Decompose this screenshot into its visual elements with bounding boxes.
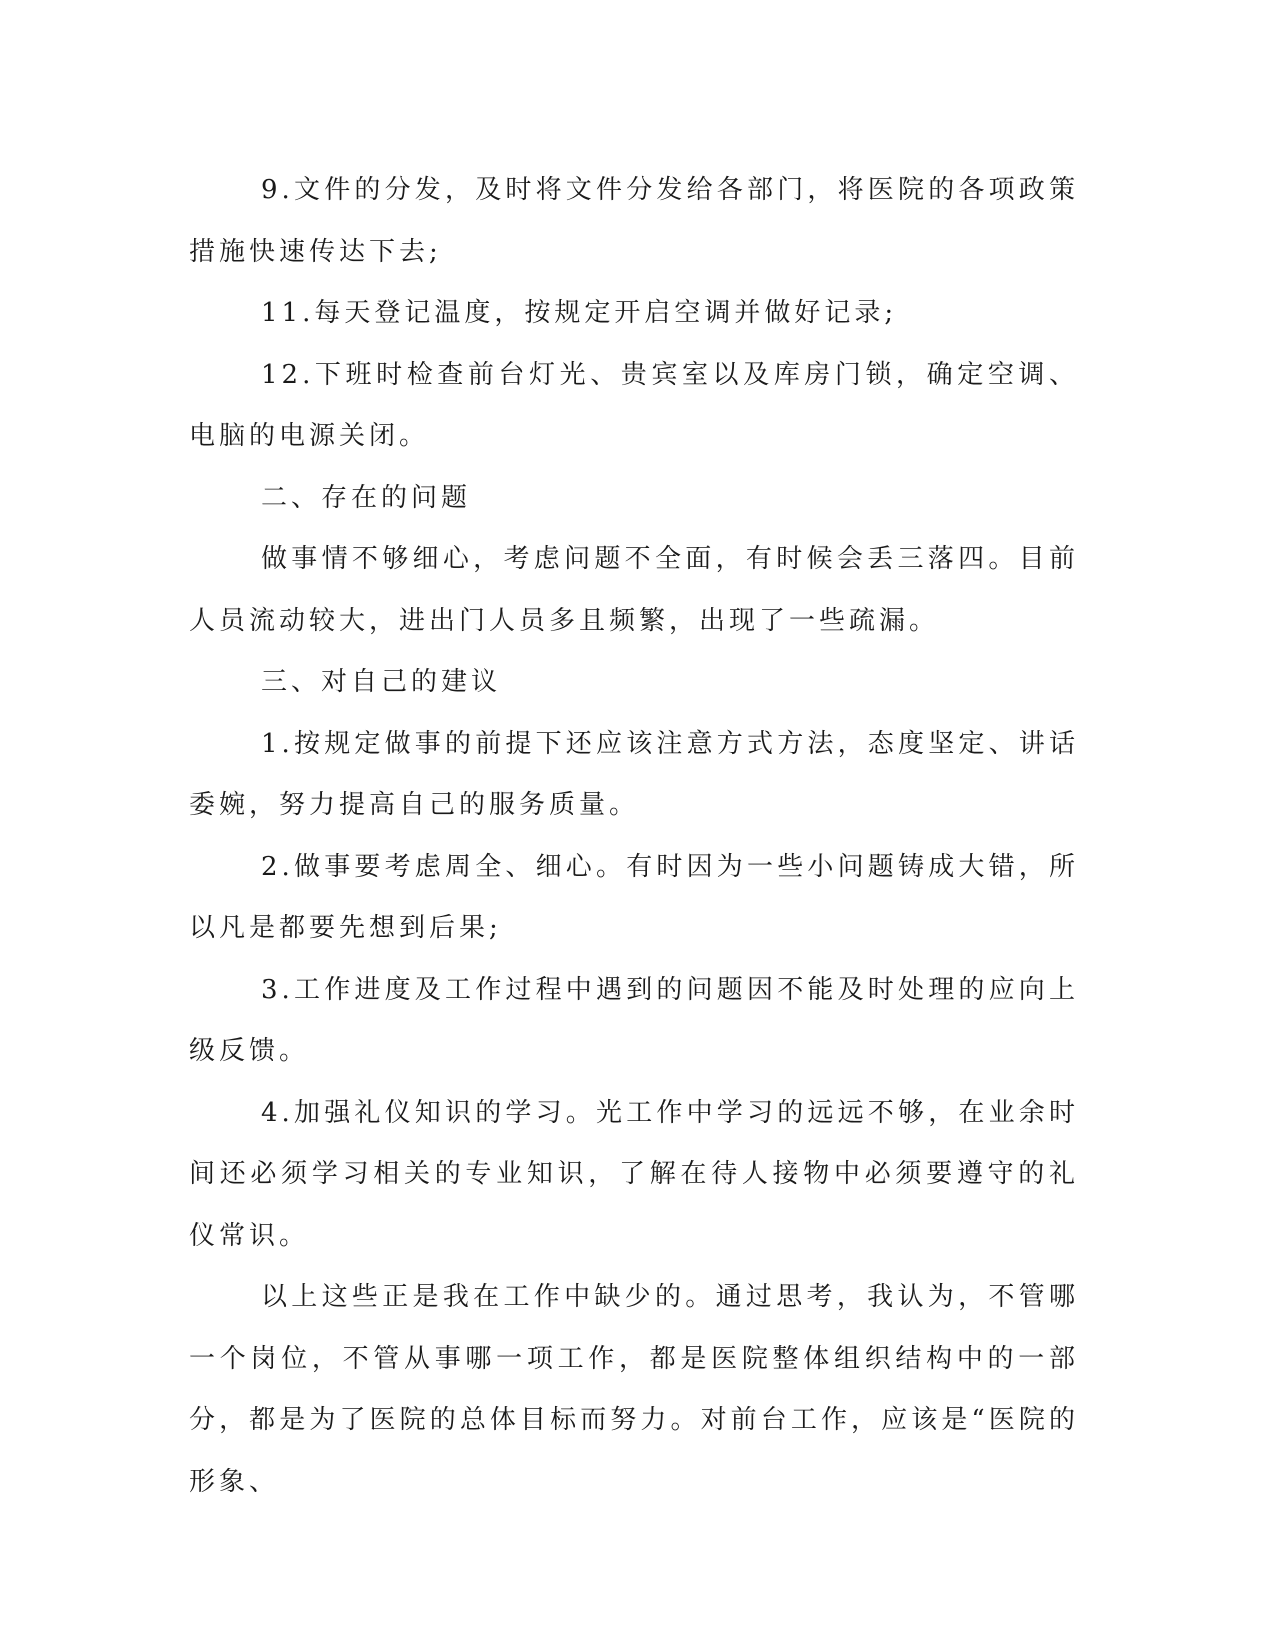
paragraph-suggestion-2: 2.做事要考虑周全、细心。有时因为一些小问题铸成大错，所以凡是都要先想到后果; [189,851,1079,943]
paragraph-item-12: 12.下班时检查前台灯光、贵宾室以及库房门锁，确定空调、电脑的电源关闭。 [189,359,1079,451]
paragraph-conclusion: 以上这些正是我在工作中缺少的。通过思考，我认为，不管哪一个岗位，不管从事哪一项工作，都是医院整体组织结构中的一部分，都是为了医院的总体目标而努力。对前台工作，应该是“医院的形象、 [189,1282,1079,1497]
section-heading-suggestions: 三、对自己的建议 [261,667,502,697]
paragraph-suggestion-3: 3.工作进度及工作过程中遇到的问题因不能及时处理的应向上级反馈。 [189,974,1079,1066]
paragraph-suggestion-1: 1.按规定做事的前提下还应该注意方式方法，态度坚定、讲话委婉，努力提高自己的服务质量。 [189,728,1079,820]
paragraph-suggestion-4: 4.加强礼仪知识的学习。光工作中学习的远远不够，在业余时间还必须学习相关的专业知识，了解在待人接物中必须要遵守的礼仪常识。 [189,1097,1079,1251]
paragraph-item-9: 9.文件的分发，及时将文件分发给各部门，将医院的各项政策措施快速传达下去; [189,175,1079,267]
document-body [189,160,1079,1513]
paragraph-item-11: 11.每天登记温度，按规定开启空调并做好记录; [261,298,898,328]
paragraph-problems: 做事情不够细心，考虑问题不全面，有时候会丢三落四。目前人员流动较大，进出门人员多且频繁，出现了一些疏漏。 [189,544,1079,636]
section-heading-problems: 二、存在的问题 [261,482,472,513]
